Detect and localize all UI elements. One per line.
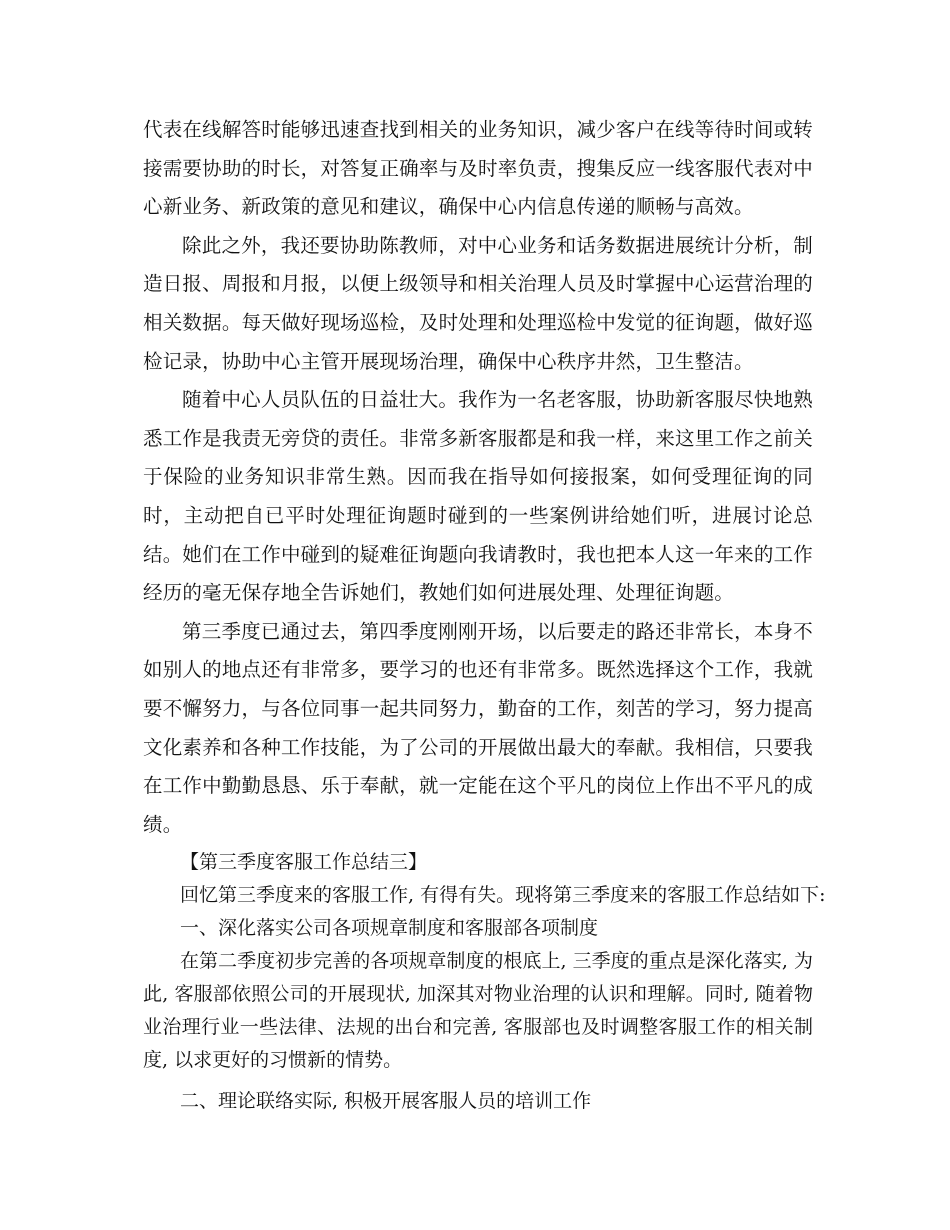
paragraph-1: 代表在线解答时能够迅速查找到相关的业务知识，减少客户在线等待时间或转接需要协助的时长，对答复正确率与及时率负责，搜集反应一线客服代表对中心新业务、新政策的意见和建议，确保中心内信息传递的顺畅与高效。: [143, 118, 813, 219]
heading-2: 二、理论联络实际, 积极开展客服人员的培训工作: [180, 1090, 592, 1113]
paragraph-2: 除此之外，我还要协助陈教师，对中心业务和话务数据进展统计分析，制造日报、周报和月报，以便上级领导和相关治理人员及时掌握中心运营治理的相关数据。每天做好现场巡检，及时处理和处理巡检中发觉的征询题，做好巡检记录，协助中心主管开展现场治理，确保中心秩序井然，卫生整洁。: [143, 233, 813, 373]
paragraph-4: 第三季度已通过去，第四季度刚刚开场，以后要走的路还非常长，本身不如别人的地点还有非常多，要学习的也还有非常多。既然选择这个工作，我就要不懈努力，与各位同事一起共同努力，勤奋的工作，刻苦的学习，努力提高文化素养和各种工作技能，为了公司的开展做出最大的奉献。我相信，只要我在工作中勤勤恳恳、乐于奉献，就一定能在这个平凡的岗位上作出不平凡的成绩。: [143, 619, 813, 836]
section-three: [143, 846, 826, 1118]
paragraph-5: 在第二季度初步完善的各项规章制度的根底上, 三季度的重点是深化落实, 为此, 客服部依照公司的开展现状, 加深其对物业治理的认识和理解。同时, 随着物业治理行业一些法律、法规的出台和完善, 客服部也及时调整客服工作的相关制度, 以求更好的习惯新的情势。: [143, 950, 813, 1072]
intro-line: 回忆第三季度来的客服工作, 有得有失。现将第三季度来的客服工作总结如下:: [180, 884, 826, 907]
paragraph-3: 随着中心人员队伍的日益壮大。我作为一名老客服，协助新客服尽快地熟悉工作是我责无旁贷的责任。非常多新客服都是和我一样，来这里工作之前关于保险的业务知识非常生熟。因而我在指导如何接报案，如何受理征询的同时，主动把自已平时处理征询题时碰到的一些案例讲给她们听，进展讨论总结。她们在工作中碰到的疑难征询题向我请教时，我也把本人这一年来的工作经历的毫无保存地全告诉她们，教她们如何进展处理、处理征询题。: [143, 388, 813, 605]
spacer: [143, 1077, 813, 1085]
document-body: [143, 111, 826, 1118]
section-title: 【第三季度客服工作总结三】: [180, 851, 428, 874]
heading-1: 一、深化落实公司各项规章制度和客服部各项制度: [180, 917, 599, 940]
